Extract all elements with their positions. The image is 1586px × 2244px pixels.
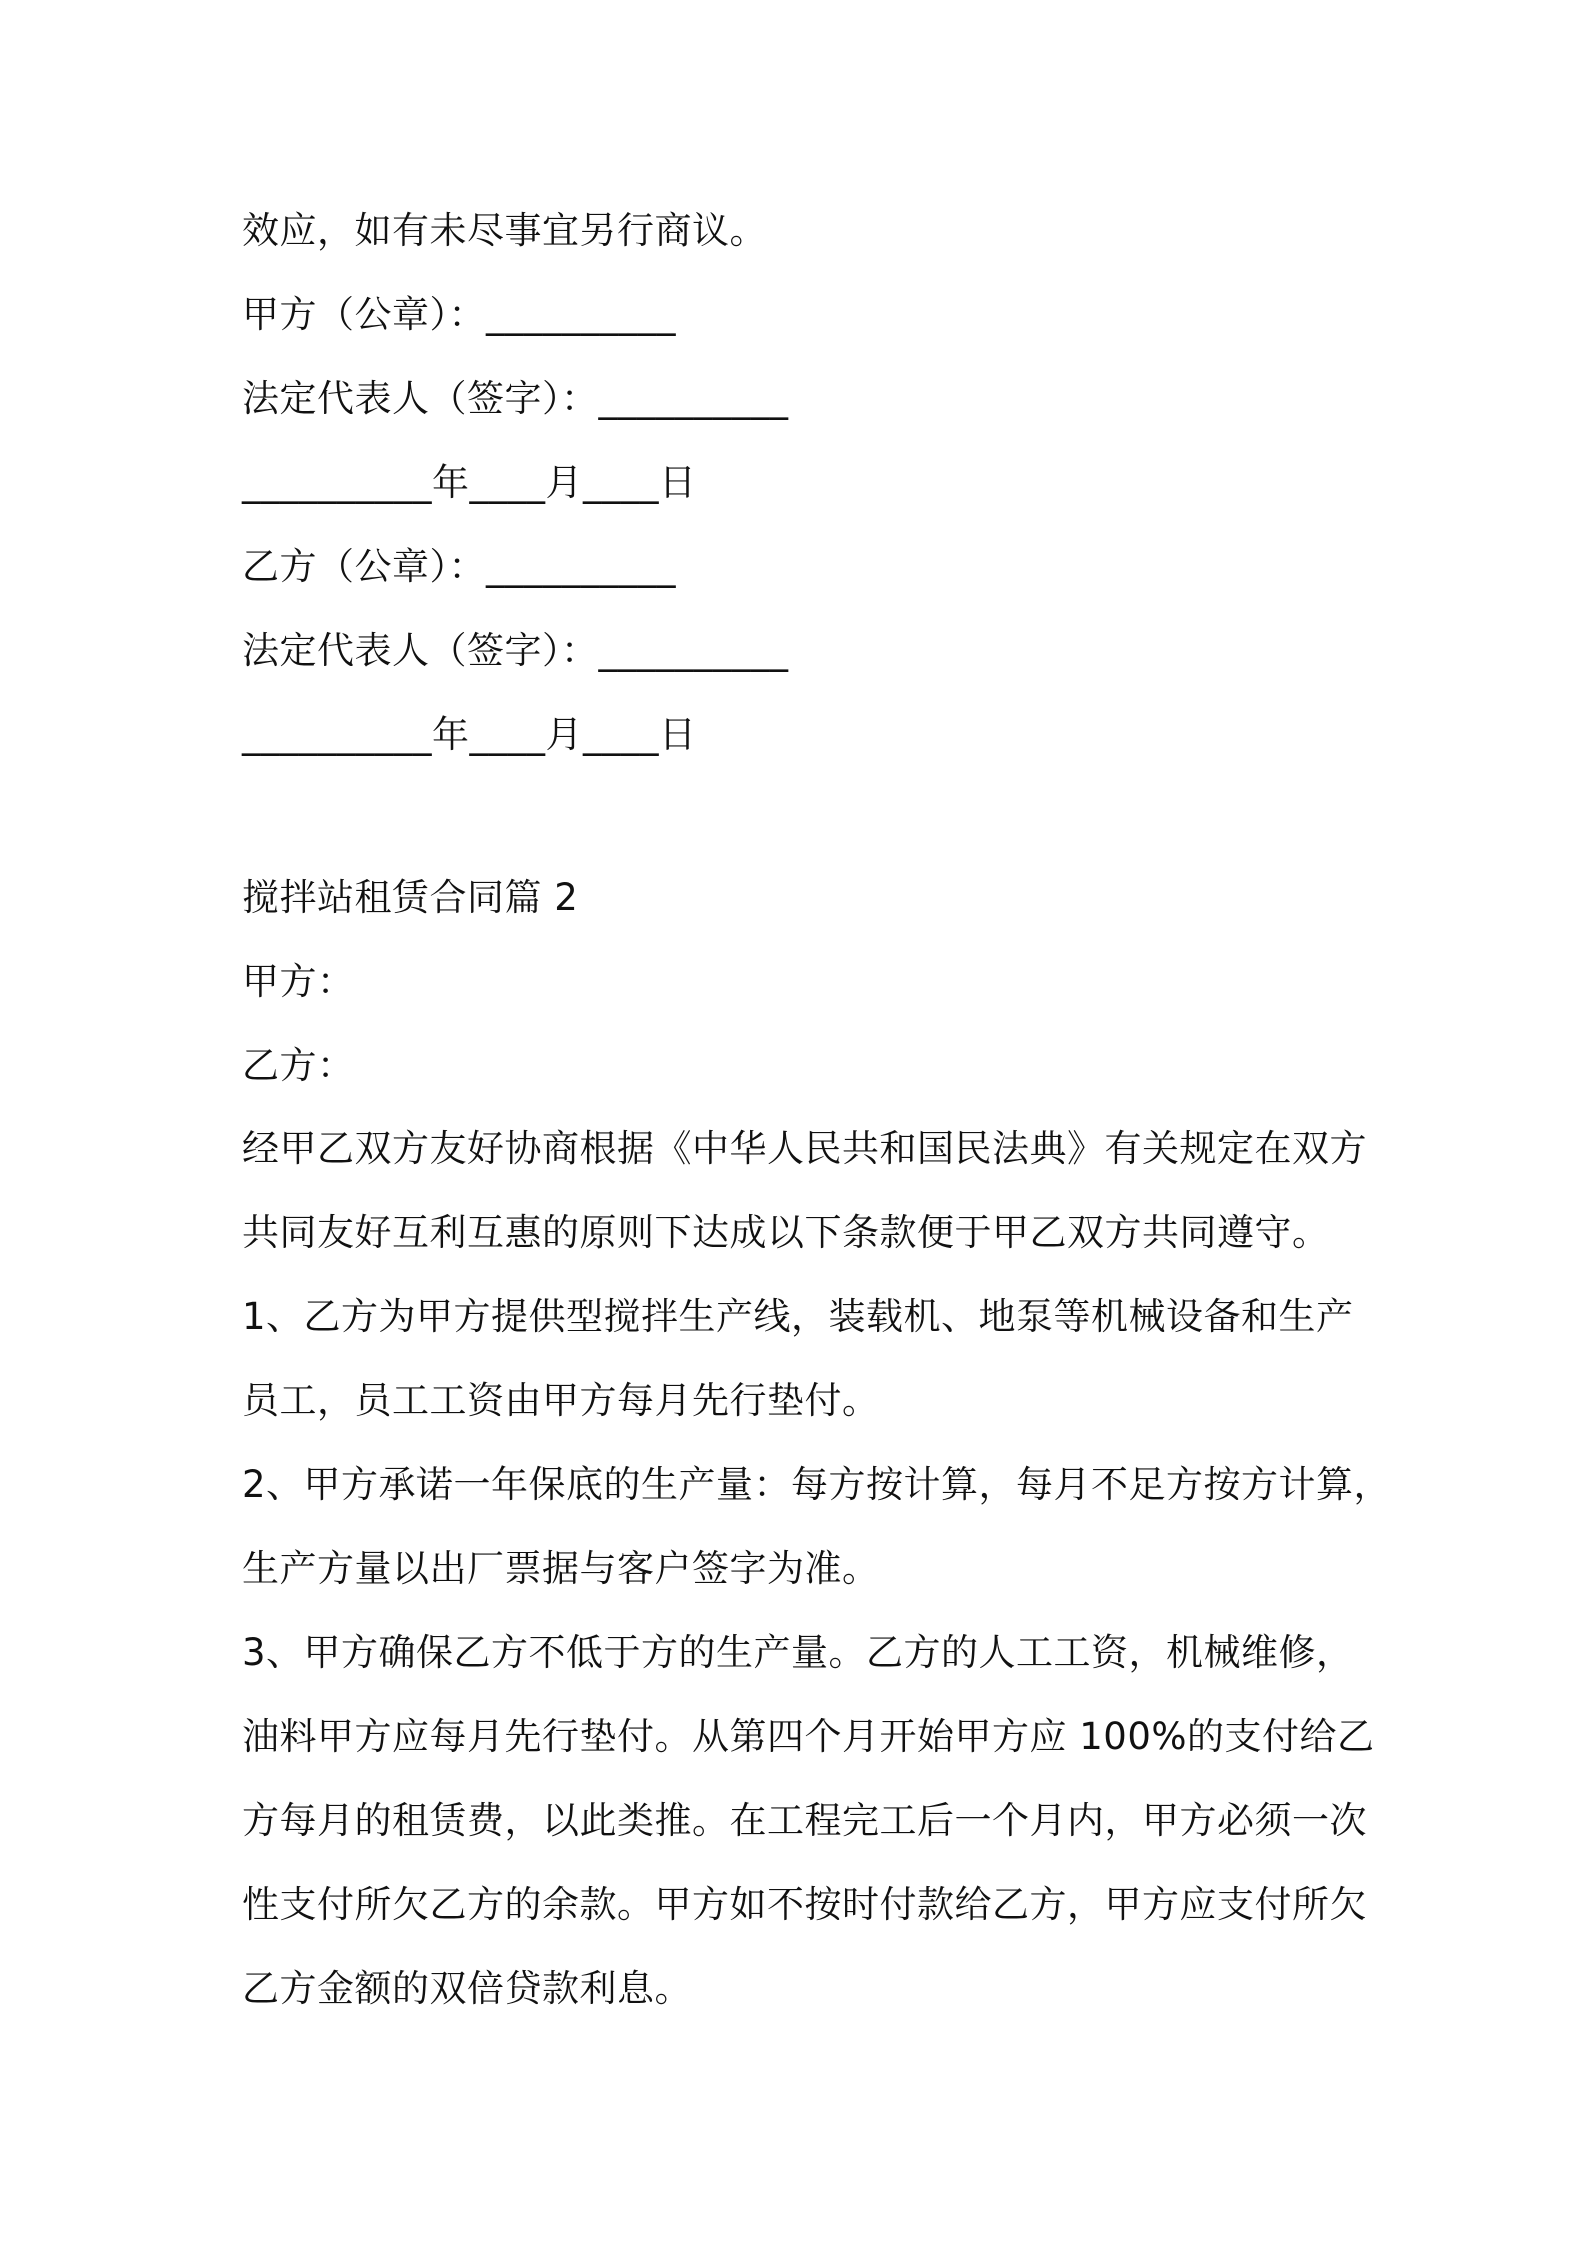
clause-3-line-2: 油料甲方应每月先行垫付。从第四个月开始甲方应 100%的支付给乙 [242,1715,1375,1758]
clause-2-line-2: 生产方量以出厂票据与客户签字为准。 [242,1547,880,1590]
party-a-seal-line: 甲方（公章）：__________ [242,293,676,336]
paragraph-intro-line-1: 经甲乙双方友好协商根据《中华人民共和国民法典》有关规定在双方 [242,1127,1367,1170]
party-a-label: 甲方： [242,960,355,1003]
party-a-representative-line: 法定代表人（签字）：__________ [242,377,789,420]
clause-3-line-3: 方每月的租赁费，以此类推。在工程完工后一个月内，甲方必须一次 [242,1799,1367,1842]
text-line-closing: 效应，如有未尽事宜另行商议。 [242,209,767,252]
paragraph-intro-line-2: 共同友好互利互惠的原则下达成以下条款便于甲乙双方共同遵守。 [242,1211,1330,1254]
clause-3-line-5: 乙方金额的双倍贷款利息。 [242,1967,692,2010]
party-b-representative-line: 法定代表人（签字）：__________ [242,629,789,672]
party-b-seal-line: 乙方（公章）：__________ [242,545,676,588]
party-b-label: 乙方： [242,1044,355,1087]
section-title: 搅拌站租赁合同篇 2 [242,876,579,919]
clause-1-line-2: 员工，员工工资由甲方每月先行垫付。 [242,1379,880,1422]
party-b-date-line: __________年____月____日 [242,713,697,756]
clause-2-line-1: 2、甲方承诺一年保底的生产量：每方按计算，每月不足方按方计算， [242,1463,1392,1506]
clause-3-line-4: 性支付所欠乙方的余款。甲方如不按时付款给乙方，甲方应支付所欠 [242,1883,1367,1926]
clause-1-line-1: 1、乙方为甲方提供型搅拌生产线，装载机、地泵等机械设备和生产 [242,1295,1354,1338]
clause-3-line-1: 3、甲方确保乙方不低于方的生产量。乙方的人工工资，机械维修， [242,1631,1354,1674]
party-a-date-line: __________年____月____日 [242,461,697,504]
